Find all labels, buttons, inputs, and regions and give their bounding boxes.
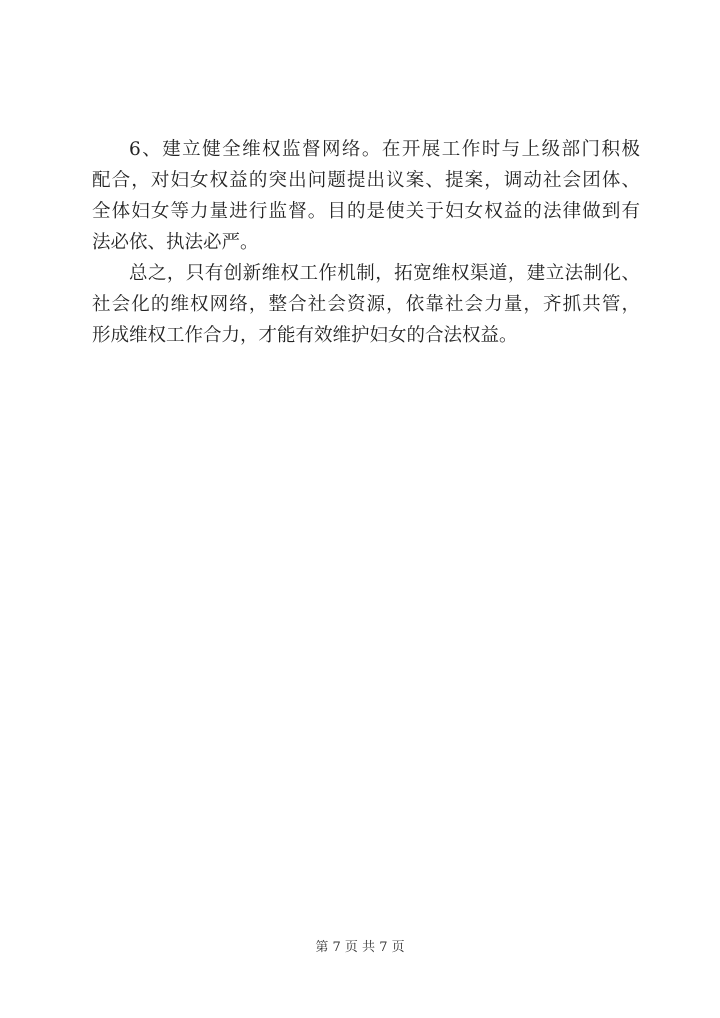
paragraph-2-line: 社会化的维权网络，整合社会资源，依靠社会力量，齐抓共管， [92, 294, 640, 315]
page-number-footer: 第 7 页 共 7 页 [315, 940, 405, 955]
paragraph-1-line: 全体妇女等力量进行监督。目的是使关于妇女权益的法律做到有 [92, 201, 640, 222]
paragraph-1 [92, 134, 640, 258]
paragraph-1-line: 6、建立健全维权监督网络。在开展工作时与上级部门积极 [129, 139, 640, 160]
paragraph-2-line: 形成维权工作合力，才能有效维护妇女的合法权益。 [92, 325, 518, 346]
paragraph-2 [92, 258, 640, 351]
document-body [92, 134, 640, 351]
paragraph-1-line: 配合，对妇女权益的突出问题提出议案、提案，调动社会团体、 [92, 170, 640, 191]
paragraph-2-line: 总之，只有创新维权工作机制，拓宽维权渠道，建立法制化、 [129, 263, 640, 284]
paragraph-1-line: 法必依、执法必严。 [92, 232, 259, 253]
